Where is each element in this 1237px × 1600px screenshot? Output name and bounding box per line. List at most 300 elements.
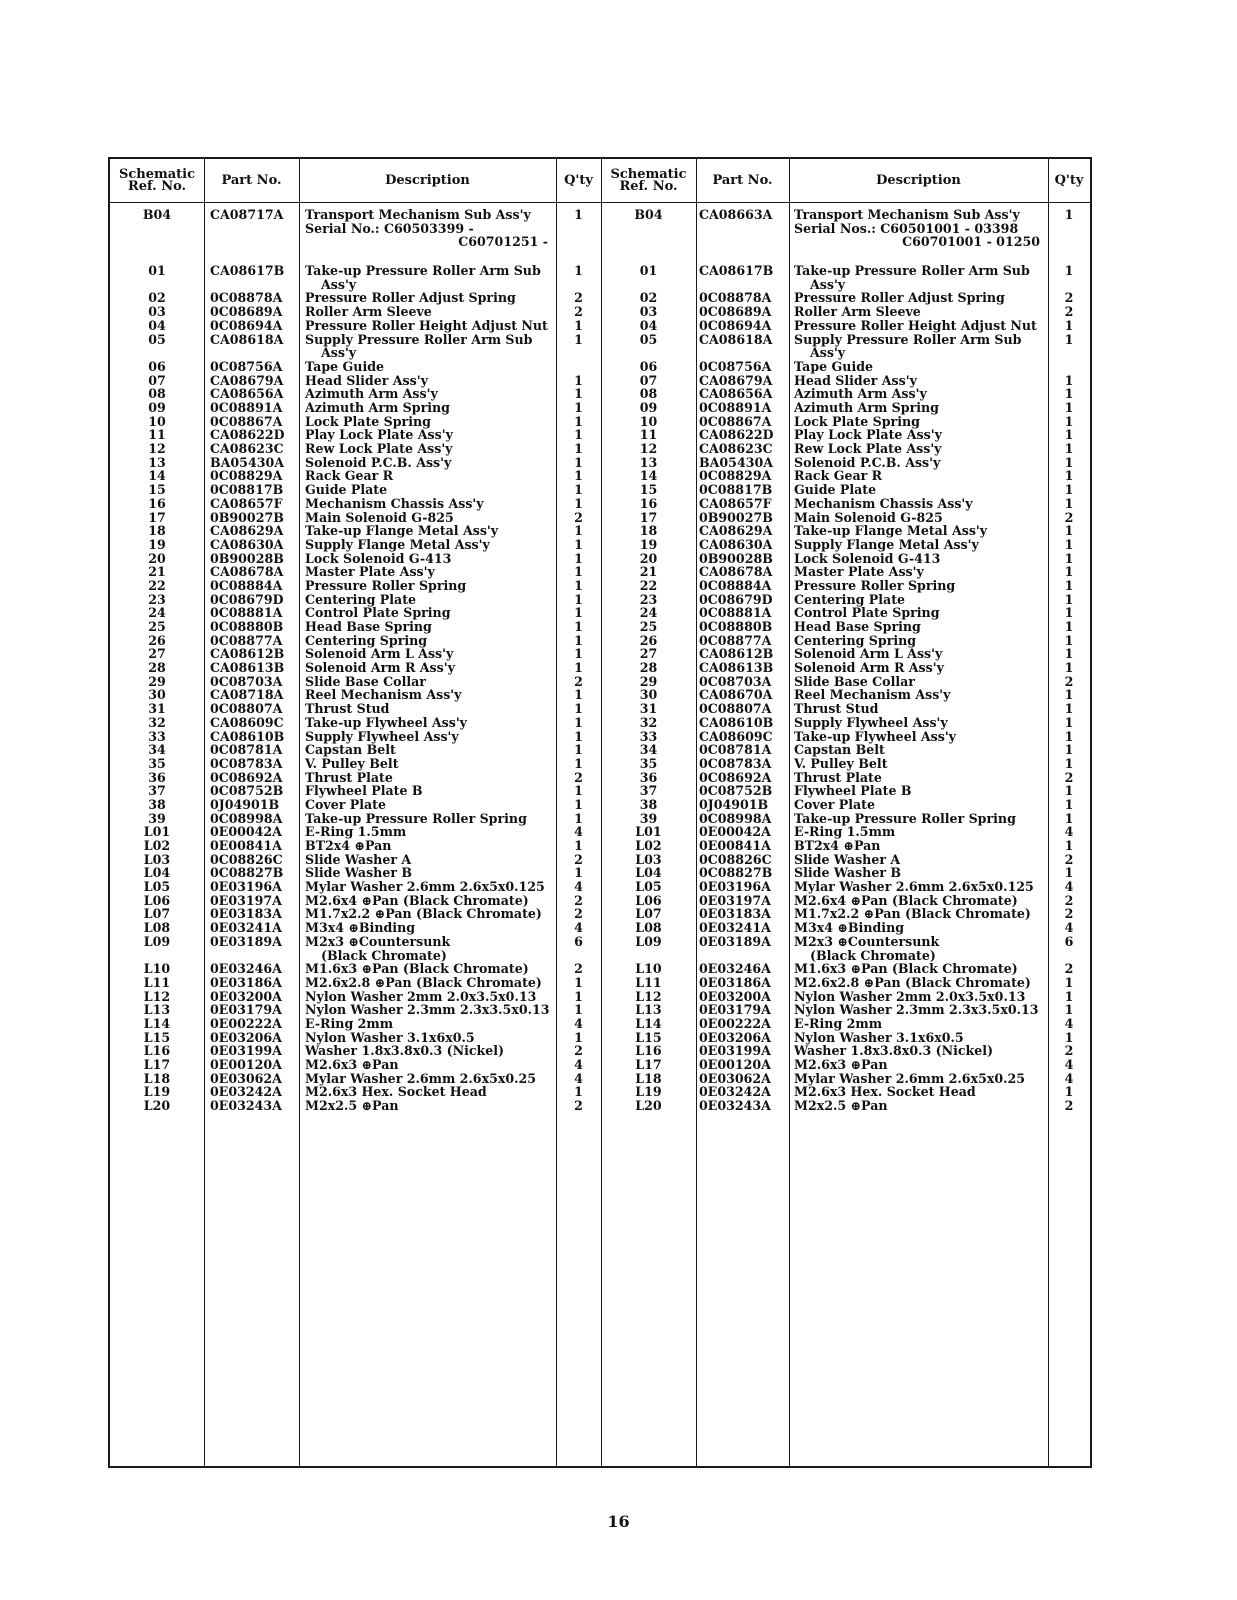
part-no-cell: 0C08752B: [210, 783, 284, 799]
part-no-cell: 0E03196A: [699, 879, 771, 895]
table-row: [601, 538, 1090, 552]
part-no-cell: 0E03179A: [699, 1002, 771, 1018]
table-row: [110, 634, 601, 648]
ref-no-cell: 26: [148, 632, 166, 648]
table-row: [601, 305, 1090, 319]
description-cell: [794, 469, 1048, 483]
qty-cell: 1: [1064, 988, 1074, 1004]
part-no-cell: 0C08694A: [699, 317, 772, 333]
qty-cell: 1: [1064, 331, 1074, 347]
qty-cell: 1: [574, 1002, 583, 1018]
description-cell: [794, 565, 1048, 579]
description-line: Centering Plate: [305, 591, 417, 607]
description-line: Tape Guide: [305, 358, 385, 374]
description-line: Azimuth Arm Ass'y: [794, 386, 927, 402]
description-line: M2.6x4 ⊕Pan (Black Chromate): [305, 892, 529, 908]
description-cell: [305, 839, 556, 853]
parts-list-table: [108, 157, 1092, 1468]
ref-no-cell: 24: [639, 605, 658, 621]
description-cell: [305, 1017, 556, 1031]
description-line: Nylon Washer 2mm 2.0x3.5x0.13: [305, 988, 537, 1004]
description-cell: [794, 812, 1048, 826]
description-cell: [794, 661, 1048, 675]
qty-cell: 1: [574, 263, 583, 279]
table-row: [601, 374, 1090, 388]
qty-cell: 1: [1064, 783, 1074, 799]
table-row: [110, 771, 601, 785]
description-line: Washer 1.8x3.8x0.3 (Nickel): [305, 1043, 505, 1059]
description-line: Solenoid Arm R Ass'y: [794, 660, 944, 676]
qty-header: Q'ty: [564, 172, 593, 188]
description-cell: [305, 825, 556, 839]
qty-cell: 1: [574, 728, 583, 744]
ref-no-cell: 26: [639, 632, 658, 648]
part-no-cell: 0E03206A: [699, 1029, 771, 1045]
ref-no-cell: L15: [143, 1029, 171, 1045]
ref-no-cell: 34: [148, 742, 166, 758]
table-row: [601, 428, 1090, 442]
description-line: Head Base Spring: [794, 619, 921, 634]
part-no-cell: 0E03206A: [210, 1029, 282, 1045]
description-cell: [794, 1003, 1048, 1017]
description-line: Mechanism Chassis Ass'y: [305, 495, 484, 511]
description-line: Slide Washer A: [305, 851, 412, 867]
ref-no-cell: 35: [639, 755, 658, 771]
part-no-cell: 0C08881A: [699, 605, 772, 621]
description-line: Centering Spring: [794, 632, 917, 648]
ref-no-cell: L19: [635, 1084, 662, 1100]
description-line: Transport Mechanism Sub Ass'y: [305, 207, 531, 222]
qty-cell: 2: [1064, 1098, 1074, 1114]
description-cell: [794, 730, 1048, 744]
ref-no-cell: 16: [639, 495, 658, 511]
part-no-cell: 0E03200A: [699, 988, 771, 1004]
ref-no-cell: 33: [639, 728, 658, 744]
part-no-cell: 0C08703A: [210, 673, 283, 689]
description-line: Mechanism Chassis Ass'y: [794, 495, 973, 511]
qty-cell: 2: [1064, 961, 1074, 977]
description-line: Master Plate Ass'y: [305, 564, 435, 580]
description-cell: [305, 360, 556, 374]
part-no-cell: 0E00042A: [210, 824, 282, 840]
ref-no-cell: 02: [639, 290, 658, 306]
ref-no-cell: 01: [639, 263, 658, 279]
description-cell: [794, 415, 1048, 429]
table-row: [110, 894, 601, 908]
qty-cell: 1: [574, 714, 583, 730]
qty-cell: 2: [1064, 892, 1074, 908]
description-cell: [794, 839, 1048, 853]
ref-no-cell: 29: [639, 673, 658, 689]
header-text: Ref. No.: [619, 178, 678, 194]
qty-cell: 1: [574, 701, 583, 717]
table-row: [601, 360, 1090, 374]
part-no-cell: 0E00841A: [210, 838, 282, 853]
qty-cell: 2: [1064, 673, 1074, 689]
qty-cell: 2: [1064, 290, 1074, 306]
qty-cell: 1: [574, 687, 583, 703]
part-no-cell: CA08623C: [210, 441, 284, 457]
qty-cell: 2: [574, 304, 583, 320]
part-no-cell: BA05430A: [699, 454, 774, 470]
schematic-ref-header: [601, 159, 696, 202]
description-cell: [794, 606, 1048, 620]
qty-cell: 1: [1064, 400, 1074, 415]
qty-cell: 1: [1064, 441, 1074, 457]
part-no-cell: 0E03241A: [210, 920, 282, 936]
description-cell: [794, 1058, 1048, 1072]
description-line: Lock Plate Spring: [305, 413, 431, 429]
part-no-cell: CA08609C: [699, 728, 773, 744]
ref-no-cell: L04: [143, 865, 171, 881]
description-line: M2x3 ⊕Countersunk: [305, 933, 451, 949]
header-rule: [110, 202, 601, 203]
part-no-cell: 0C08877A: [210, 632, 283, 648]
qty-cell: 1: [574, 988, 583, 1004]
part-no-cell: CA08630A: [699, 536, 773, 552]
qty-cell: 1: [574, 372, 583, 388]
table-row: [110, 866, 601, 880]
qty-cell: 1: [574, 386, 583, 402]
qty-cell: 1: [574, 317, 583, 333]
qty-cell: 1: [1064, 755, 1074, 771]
table-row: [110, 511, 601, 525]
ref-no-cell: L05: [143, 879, 171, 895]
ref-no-cell: 36: [148, 769, 166, 785]
description-cell: [794, 333, 1048, 360]
description-line: Flywheel Plate B: [794, 783, 912, 799]
table-row: [110, 442, 601, 456]
table-row: [601, 456, 1090, 470]
ref-no-cell: L06: [143, 892, 171, 908]
table-row: [601, 1003, 1090, 1017]
description-cell: [305, 990, 556, 1004]
part-no-cell: 0C08781A: [699, 742, 772, 758]
ref-no-cell: 21: [639, 564, 658, 580]
part-no-cell: CA08670A: [699, 687, 773, 703]
description-cell: [305, 497, 556, 511]
ref-no-cell: 25: [148, 619, 166, 634]
ref-no-cell: 38: [639, 796, 658, 812]
ref-no-cell: 15: [639, 482, 658, 498]
ref-no-cell: 10: [639, 413, 658, 429]
description-line: Thrust Stud: [305, 701, 390, 717]
description-cell: [794, 524, 1048, 538]
description-cell: [794, 305, 1048, 319]
description-cell: [305, 1072, 556, 1086]
table-row: [110, 976, 601, 990]
ref-no-cell: 05: [148, 331, 166, 347]
ref-no-cell: 03: [639, 304, 658, 320]
description-cell: [794, 511, 1048, 525]
description-line: Serial No.: C60503399 -: [305, 220, 474, 236]
ref-no-cell: 05: [639, 331, 658, 347]
table-row: [110, 593, 601, 607]
description-line: Transport Mechanism Sub Ass'y: [794, 207, 1020, 222]
qty-cell: 1: [574, 646, 583, 662]
ref-no-cell: L07: [143, 906, 171, 922]
description-line: Mylar Washer 2.6mm 2.6x5x0.125: [794, 879, 1034, 895]
ref-no-cell: L08: [635, 920, 662, 936]
qty-cell: 2: [574, 1043, 583, 1059]
ref-no-cell: 07: [148, 372, 166, 388]
description-cell: [305, 374, 556, 388]
qty-cell: 4: [1064, 1057, 1074, 1073]
part-no-cell: CA08656A: [210, 386, 284, 402]
qty-cell: 1: [574, 523, 583, 539]
description-continuation: Ass'y: [810, 345, 846, 361]
part-no-header: Part No.: [221, 172, 282, 188]
table-row: [601, 647, 1090, 661]
description-cell: [305, 208, 556, 249]
description-line: Pressure Roller Height Adjust Nut: [794, 317, 1037, 333]
description-line: Azimuth Arm Spring: [794, 400, 939, 415]
qty-cell: 1: [574, 468, 583, 484]
part-no-cell: 0C08891A: [699, 400, 772, 415]
description-cell: [794, 1072, 1048, 1086]
part-no-cell: 0C08881A: [210, 605, 283, 621]
ref-no-cell: 08: [639, 386, 658, 402]
qty-cell: 1: [574, 495, 583, 511]
description-cell: [794, 771, 1048, 785]
qty-cell: 4: [574, 920, 583, 936]
part-no-cell: CA08657F: [210, 495, 283, 511]
part-no-cell: CA08609C: [210, 714, 284, 730]
qty-cell: 1: [1064, 550, 1074, 566]
description-line: Serial Nos.: C60501001 - 03398: [794, 220, 1019, 236]
qty-cell: 1: [574, 413, 583, 429]
table-row: [110, 305, 601, 319]
ref-no-cell: 19: [639, 536, 658, 552]
table-row: [601, 291, 1090, 305]
table-row: [601, 401, 1090, 415]
part-no-cell: 0C08867A: [210, 413, 283, 429]
part-no-cell: 0E00042A: [699, 824, 771, 840]
ref-no-cell: 35: [148, 755, 166, 771]
description-line: Supply Flywheel Ass'y: [305, 728, 459, 744]
table-row: [601, 962, 1090, 976]
part-no-cell: 0E00120A: [210, 1057, 282, 1073]
table-row: [601, 469, 1090, 483]
part-no-cell: 0C08998A: [699, 810, 772, 826]
ref-no-cell: 23: [148, 591, 166, 607]
description-cell: [305, 415, 556, 429]
qty-cell: 2: [574, 961, 583, 977]
description-line: Thrust Stud: [794, 701, 879, 717]
table-row: [601, 579, 1090, 593]
table-row: [601, 634, 1090, 648]
table-row: [601, 866, 1090, 880]
ref-no-cell: 33: [148, 728, 166, 744]
description-line: E-Ring 2mm: [794, 1015, 883, 1031]
description-line: Slide Washer A: [794, 851, 901, 867]
qty-cell: 4: [574, 879, 583, 895]
qty-cell: 1: [574, 331, 583, 347]
description-line: E-Ring 2mm: [305, 1015, 394, 1031]
qty-cell: 1: [1064, 605, 1074, 621]
ref-no-cell: 12: [148, 441, 166, 457]
table-row: [601, 812, 1090, 826]
description-cell: [305, 688, 556, 702]
qty-cell: 4: [574, 1070, 583, 1086]
description-line: Centering Plate: [794, 591, 906, 607]
table-row: [601, 552, 1090, 566]
ref-no-cell: 22: [639, 577, 658, 593]
part-no-cell: 0E00120A: [699, 1057, 771, 1073]
qty-cell: 4: [1064, 824, 1074, 840]
table-row: [601, 730, 1090, 744]
description-cell: [794, 702, 1048, 716]
table-row: [110, 743, 601, 757]
part-no-cell: CA08679A: [699, 372, 773, 388]
part-no-cell: 0C08880B: [699, 619, 773, 634]
qty-cell: 1: [1064, 523, 1074, 539]
ref-no-cell: L11: [143, 974, 171, 990]
qty-cell: 1: [574, 619, 583, 634]
part-no-cell: 0E00222A: [210, 1015, 282, 1031]
ref-no-cell: L09: [635, 933, 662, 949]
description-cell: [305, 1058, 556, 1072]
table-row: [601, 702, 1090, 716]
description-line: Cover Plate: [305, 796, 387, 812]
part-no-cell: CA08617B: [699, 263, 774, 279]
description-cell: [305, 593, 556, 607]
ref-no-cell: 16: [148, 495, 166, 511]
description-cell: [794, 880, 1048, 894]
description-cell: [794, 757, 1048, 771]
ref-no-cell: 32: [148, 714, 166, 730]
ref-no-cell: L03: [143, 851, 171, 867]
row-spacer: [110, 249, 601, 264]
description-cell: [305, 1031, 556, 1045]
table-row: [110, 538, 601, 552]
qty-cell: 1: [1064, 372, 1074, 388]
table-row: [110, 661, 601, 675]
table-row: [110, 415, 601, 429]
table-row: [601, 825, 1090, 839]
part-no-cell: 0C08692A: [699, 769, 772, 785]
part-no-cell: CA08612B: [699, 646, 774, 662]
table-row: [601, 606, 1090, 620]
qty-cell: 1: [1064, 742, 1074, 758]
part-no-cell: 0C08878A: [699, 290, 772, 306]
qty-cell: 1: [574, 564, 583, 580]
description-cell: [305, 702, 556, 716]
description-cell: [305, 634, 556, 648]
description-line: M2x3 ⊕Countersunk: [794, 933, 940, 949]
table-row: [110, 579, 601, 593]
table-row: [110, 812, 601, 826]
table-row: [110, 524, 601, 538]
ref-no-cell: 09: [148, 400, 166, 415]
description-line: Supply Pressure Roller Arm Sub: [794, 331, 1022, 347]
part-no-cell: CA08717A: [210, 207, 284, 222]
part-no-cell: 0E03183A: [699, 906, 771, 922]
description-cell: [794, 552, 1048, 566]
table-row: [110, 1058, 601, 1072]
ref-no-cell: 14: [148, 468, 166, 484]
table-row: [110, 880, 601, 894]
description-cell: [794, 634, 1048, 648]
part-no-cell: 0C08781A: [210, 742, 283, 758]
table-row: [601, 675, 1090, 689]
table-row: [601, 798, 1090, 812]
description-line: Take-up Pressure Roller Arm Sub: [305, 263, 541, 279]
description-cell: [794, 442, 1048, 456]
description-cell: [794, 483, 1048, 497]
qty-cell: 1: [1064, 263, 1074, 279]
ref-no-cell: 06: [148, 358, 166, 374]
ref-no-cell: L08: [143, 920, 171, 936]
description-line: E-Ring 1.5mm: [305, 824, 407, 840]
table-row: [110, 853, 601, 867]
ref-no-cell: 17: [639, 509, 658, 525]
description-cell: [794, 264, 1048, 291]
description-cell: [305, 921, 556, 935]
description-line: Solenoid P.C.B. Ass'y: [305, 454, 452, 470]
description-line: Mylar Washer 2.6mm 2.6x5x0.25: [794, 1070, 1026, 1086]
description-cell: [794, 1085, 1048, 1099]
description-cell: [305, 675, 556, 689]
left-rows: [110, 208, 601, 1113]
description-cell: [305, 757, 556, 771]
qty-cell: 4: [1064, 920, 1074, 936]
ref-no-cell: L17: [143, 1057, 171, 1073]
ref-no-cell: 20: [639, 550, 658, 566]
qty-cell: 2: [1064, 304, 1074, 320]
description-line: M2.6x2.8 ⊕Pan (Black Chromate): [305, 974, 542, 990]
qty-cell: 1: [574, 660, 583, 676]
table-row: [110, 387, 601, 401]
qty-cell: 2: [1064, 906, 1074, 922]
qty-cell: 2: [574, 769, 583, 785]
description-cell: [305, 812, 556, 826]
qty-cell: 1: [1064, 577, 1074, 593]
description-cell: [305, 456, 556, 470]
table-row: [110, 333, 601, 360]
ref-no-cell: 39: [639, 810, 658, 826]
description-line: Flywheel Plate B: [305, 783, 423, 799]
table-row: [110, 962, 601, 976]
description-line: M2.6x4 ⊕Pan (Black Chromate): [794, 892, 1018, 908]
part-no-cell: 0C08867A: [699, 413, 772, 429]
description-line: M2.6x3 Hex. Socket Head: [794, 1084, 976, 1100]
qty-cell: 1: [574, 536, 583, 552]
part-no-cell: 0C08756A: [210, 358, 283, 374]
description-cell: [305, 743, 556, 757]
ref-no-cell: 36: [639, 769, 658, 785]
description-cell: [794, 990, 1048, 1004]
ref-no-cell: L18: [143, 1070, 171, 1086]
description-line: Supply Flywheel Ass'y: [794, 714, 948, 730]
description-line: Take-up Pressure Roller Spring: [794, 810, 1016, 826]
description-cell: [305, 305, 556, 319]
description-line: Supply Flange Metal Ass'y: [794, 536, 979, 552]
table-row: [601, 1099, 1090, 1113]
description-line: Pressure Roller Spring: [305, 577, 467, 593]
description-line: Slide Base Collar: [794, 673, 915, 689]
part-no-cell: 0C08679D: [210, 591, 284, 607]
part-no-cell: 0E03199A: [210, 1043, 282, 1059]
description-cell: [305, 291, 556, 305]
description-line: Centering Spring: [305, 632, 428, 648]
description-continuation: Ass'y: [321, 276, 357, 292]
part-no-cell: 0C08826C: [699, 851, 772, 867]
description-line: Slide Washer B: [305, 865, 412, 881]
ref-no-cell: 21: [148, 564, 166, 580]
qty-cell: 1: [1064, 468, 1074, 484]
qty-cell: 1: [574, 427, 583, 443]
